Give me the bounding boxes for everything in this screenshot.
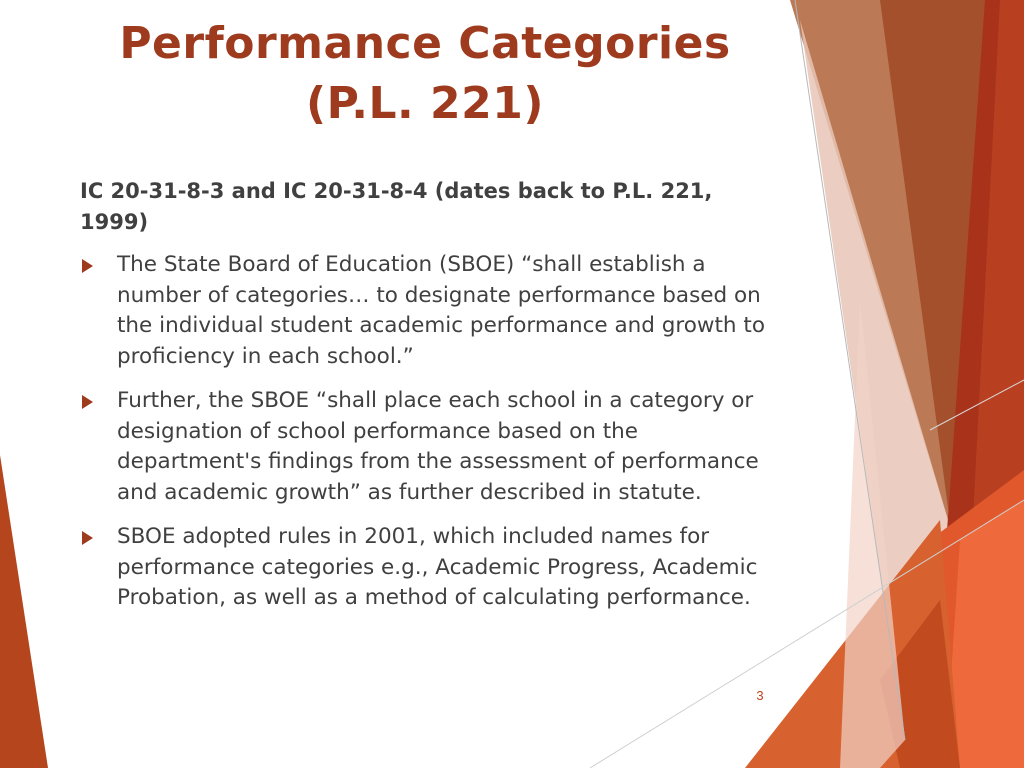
title-line-1: Performance Categories xyxy=(119,18,731,69)
bullet-item xyxy=(80,386,770,508)
bullet-text: The State Board of Education (SBOE) “shall establish a number of categories… to designate performance based on the individual student academic performance and growth to proficiency in each school.” xyxy=(117,252,765,369)
left-edge-facet xyxy=(0,455,48,768)
triangle-right-icon xyxy=(82,259,93,273)
triangle-right-icon xyxy=(82,395,93,409)
slide-title xyxy=(80,14,770,134)
bullet-item xyxy=(80,522,770,614)
page-number: 3 xyxy=(756,688,764,703)
bullet-list xyxy=(80,250,770,614)
bullet-text: Further, the SBOE “shall place each school in a category or designation of school performance based on the department's findings from the assessment of performance and academic growth” as further described in statute. xyxy=(117,388,759,505)
title-line-2: (P.L. 221) xyxy=(305,78,545,129)
bullet-item xyxy=(80,250,770,372)
statute-subheading: IC 20-31-8-3 and IC 20-31-8-4 (dates back to P.L. 221, 1999) xyxy=(80,179,713,234)
slide-body xyxy=(80,176,770,628)
bullet-text: SBOE adopted rules in 2001, which included names for performance categories e.g., Academic Progress, Academic Probation, as well as a method of calculating performance. xyxy=(117,524,758,610)
triangle-right-icon xyxy=(82,531,93,545)
